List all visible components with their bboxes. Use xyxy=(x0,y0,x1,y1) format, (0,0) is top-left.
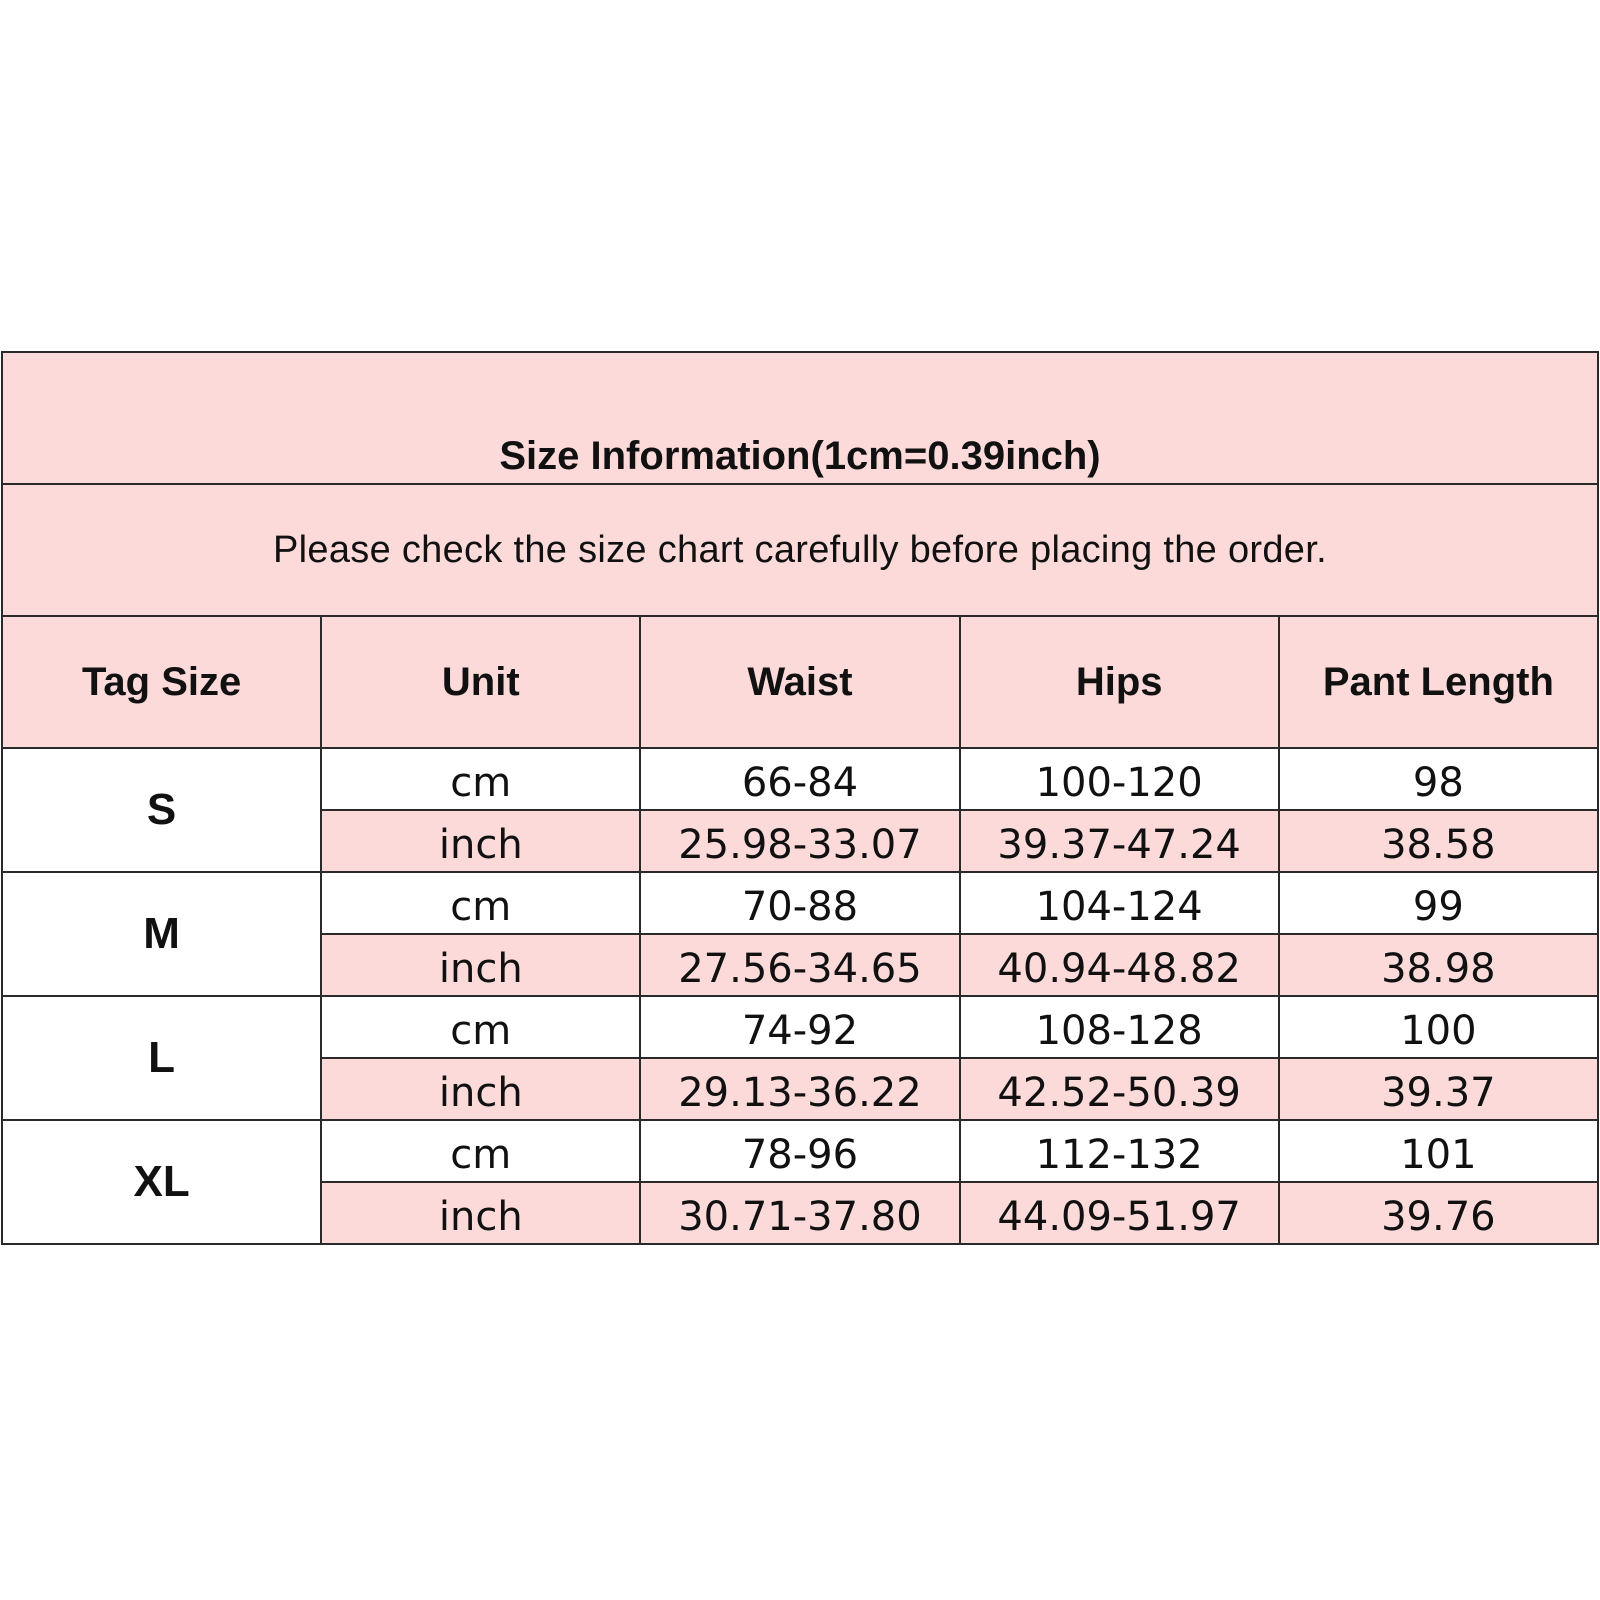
header-row xyxy=(2,616,1598,748)
table-title-cell xyxy=(2,352,1598,484)
pant-length-cell: 99 xyxy=(1279,872,1598,934)
unit-cell: cm xyxy=(321,872,640,934)
table-title: Size Information(1cm=0.39inch) xyxy=(499,434,1101,478)
tag-size-cell: S xyxy=(2,748,321,872)
waist-cell: 29.13-36.22 xyxy=(640,1058,959,1120)
waist-cell: 30.71-37.80 xyxy=(640,1182,959,1244)
unit-cell: cm xyxy=(321,1120,640,1182)
hips-cell: 40.94-48.82 xyxy=(960,934,1279,996)
unit-cell: inch xyxy=(321,1182,640,1244)
hips-cell: 108-128 xyxy=(960,996,1279,1058)
table-row xyxy=(2,748,1598,810)
pant-length-cell: 101 xyxy=(1279,1120,1598,1182)
notice-row xyxy=(2,484,1598,616)
table-row xyxy=(2,872,1598,934)
pant-length-cell: 100 xyxy=(1279,996,1598,1058)
header-hips: Hips xyxy=(960,616,1279,748)
waist-cell: 27.56-34.65 xyxy=(640,934,959,996)
table-row xyxy=(2,996,1598,1058)
title-row xyxy=(2,352,1598,484)
pant-length-cell: 38.98 xyxy=(1279,934,1598,996)
unit-cell: cm xyxy=(321,748,640,810)
waist-cell: 70-88 xyxy=(640,872,959,934)
header-waist: Waist xyxy=(640,616,959,748)
size-chart-table xyxy=(1,351,1599,1245)
hips-cell: 112-132 xyxy=(960,1120,1279,1182)
pant-length-cell: 38.58 xyxy=(1279,810,1598,872)
hips-cell: 39.37-47.24 xyxy=(960,810,1279,872)
tag-size-cell: L xyxy=(2,996,321,1120)
unit-cell: inch xyxy=(321,1058,640,1120)
hips-cell: 42.52-50.39 xyxy=(960,1058,1279,1120)
pant-length-cell: 98 xyxy=(1279,748,1598,810)
waist-cell: 25.98-33.07 xyxy=(640,810,959,872)
unit-cell: cm xyxy=(321,996,640,1058)
pant-length-cell: 39.76 xyxy=(1279,1182,1598,1244)
tag-size-cell: M xyxy=(2,872,321,996)
notice-text: Please check the size chart carefully before placing the order. xyxy=(2,484,1598,616)
tag-size-cell: XL xyxy=(2,1120,321,1244)
waist-cell: 74-92 xyxy=(640,996,959,1058)
header-pant-length: Pant Length xyxy=(1279,616,1598,748)
unit-cell: inch xyxy=(321,934,640,996)
hips-cell: 44.09-51.97 xyxy=(960,1182,1279,1244)
waist-cell: 66-84 xyxy=(640,748,959,810)
hips-cell: 100-120 xyxy=(960,748,1279,810)
table-row xyxy=(2,1120,1598,1182)
header-unit: Unit xyxy=(321,616,640,748)
header-tag-size: Tag Size xyxy=(2,616,321,748)
waist-cell: 78-96 xyxy=(640,1120,959,1182)
hips-cell: 104-124 xyxy=(960,872,1279,934)
pant-length-cell: 39.37 xyxy=(1279,1058,1598,1120)
unit-cell: inch xyxy=(321,810,640,872)
